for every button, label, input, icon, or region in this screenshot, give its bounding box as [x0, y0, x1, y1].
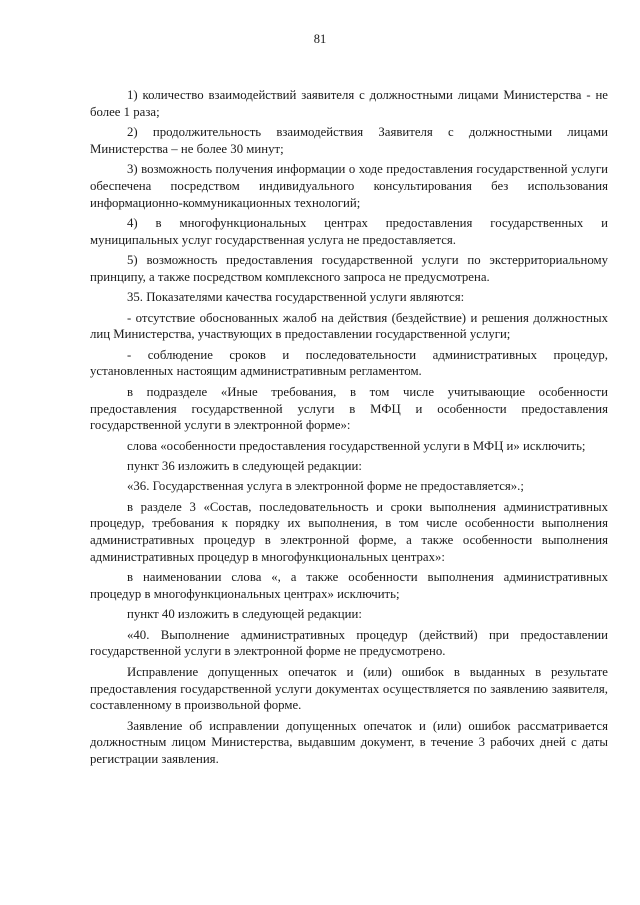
paragraph-deadlines: - соблюдение сроков и последовательности административных процедур, установленных настоящим административным регламентом. [90, 347, 608, 379]
paragraph-item-1: 1) количество взаимодействий заявителя с должностными лицами Министерства - не более 1 раза; [90, 88, 608, 119]
paragraph-point-40-intro: пункт 40 изложить в следующей редакции: [127, 607, 362, 622]
paragraph-item-2: 2) продолжительность взаимодействия Заявителя с должностными лицами Министерства – не более 30 минут; [90, 125, 608, 156]
paragraph-no-complaints: - отсутствие обоснованных жалоб на действия (бездействие) и решения должностных лиц Министерства, участвующих в предоставлении государственной услуги; [90, 310, 608, 342]
paragraph-item-5: 5) возможность предоставления государственной услуги по экстерриториальному принципу, а также посредством комплексного запроса не предусмотрена. [90, 253, 608, 284]
paragraph-section-3: в разделе 3 «Состав, последовательность и сроки выполнения административных процедур, требования к порядку их выполнения, в том числе особенности выполнения административных процедур в электронной форме, а также особенности выполнения административных процедур в многофункциональных центрах»: [90, 499, 608, 564]
paragraph-point-40-text: «40. Выполнение административных процедур (действий) при предоставлении государственной услуги в электронной форме не предусмотрено. [90, 627, 608, 659]
page-number: 81 [313, 32, 327, 46]
paragraph-typo-correction: Исправление допущенных опечаток и (или) ошибок в выданных в результате предоставления государственной услуги документах осуществляется по заявлению заявителя, составленному в произвольной форме. [90, 664, 608, 713]
paragraph-point-36-text: «36. Государственная услуга в электронной форме не предоставляется».; [127, 479, 524, 494]
paragraph-words-exclude: слова «особенности предоставления государственной услуги в МФЦ и» исключить; [127, 438, 586, 453]
paragraph-point-36-intro: пункт 36 изложить в следующей редакции: [127, 458, 362, 473]
document-body [90, 87, 608, 771]
paragraph-title-words: в наименовании слова «, а также особенности выполнения административных процедур в многофункциональных центрах» исключить; [90, 570, 608, 602]
paragraph-quality-indicators: 35. Показателями качества государственной услуги являются: [127, 290, 465, 305]
paragraph-item-3: 3) возможность получения информации о ходе предоставления государственной услуги обеспечена посредством индивидуального консультирования без использования информационно-коммуникационных технологий; [90, 162, 608, 210]
paragraph-item-4: 4) в многофункциональных центрах предоставления государственных и муниципальных услуг государственная услуга не предоставляется. [90, 216, 608, 247]
paragraph-subsection-other-requirements: в подразделе «Иные требования, в том числе учитывающие особенности предоставления государственной услуги в МФЦ и особенности предоставления государственной услуги в электронной форме»: [90, 384, 608, 433]
paragraph-typo-application: Заявление об исправлении допущенных опечаток и (или) ошибок рассматривается должностным лицом Министерства, выдавшим документ, в течение 3 рабочих дней с даты регистрации заявления. [90, 718, 608, 767]
